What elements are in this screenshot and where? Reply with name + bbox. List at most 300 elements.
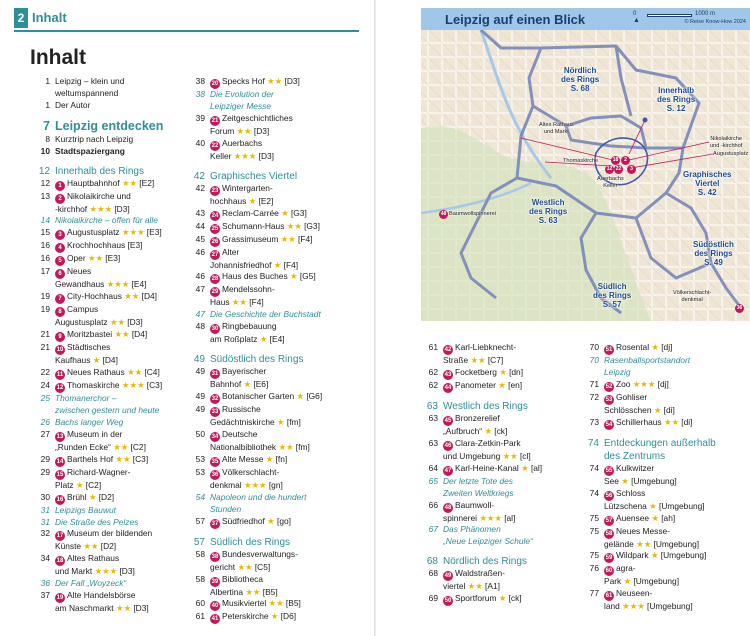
toc-entry-text (50, 492, 184, 505)
toc-entry[interactable] (188, 516, 368, 529)
toc-entry-label: Specks Hof ★★ [D3] (222, 76, 300, 86)
toc-entry[interactable] (30, 165, 184, 178)
toc-entry-text (438, 367, 581, 380)
toc-page-number: 45 (195, 233, 205, 244)
toc-entry[interactable] (30, 541, 184, 553)
toc-entry[interactable] (30, 405, 184, 417)
toc-page-number: 47 (195, 284, 205, 295)
star-icon: ★ (521, 462, 529, 473)
toc-entry[interactable] (188, 221, 368, 234)
toc-entry[interactable] (30, 578, 184, 590)
sight-number-badge: 5 (55, 256, 65, 266)
toc-entry-text (438, 536, 581, 548)
map-pin: 12 (606, 166, 613, 172)
toc-entry-label: Neues (67, 266, 92, 277)
star-icon: ★ (259, 334, 268, 345)
toc-entry[interactable] (188, 260, 368, 272)
toc-entry[interactable] (188, 598, 368, 611)
toc-entry[interactable] (30, 467, 184, 480)
star-icon: ★ (134, 367, 143, 378)
toc-entry[interactable] (583, 450, 743, 463)
map-title: Leipzig auf einen Blick (445, 12, 586, 27)
toc-entry[interactable] (30, 227, 184, 240)
star-icon: ★ (636, 538, 644, 549)
toc-entry-text (205, 492, 368, 504)
toc-entry-label: Johannisfriedhof ★ [F4] (210, 259, 299, 270)
toc-entry-label: Rosental ★ [dj] (616, 342, 673, 352)
toc-entry-text (438, 524, 581, 536)
toc-entry[interactable] (188, 366, 368, 379)
toc-entry[interactable] (30, 480, 184, 492)
toc-entry[interactable] (188, 611, 368, 624)
toc-page-number: 32 (40, 528, 50, 539)
toc-page-number: 49 (195, 391, 205, 402)
toc-entry[interactable] (583, 355, 743, 367)
toc-entry[interactable] (583, 463, 743, 476)
toc-entry[interactable] (188, 321, 368, 334)
toc-entry[interactable] (583, 417, 743, 430)
toc-page-number: 72 (589, 391, 599, 402)
toc-entry[interactable] (188, 379, 368, 391)
toc-entry-text (50, 405, 184, 417)
star-icon: ★ (629, 601, 638, 612)
toc-entry-text (599, 392, 743, 405)
toc-page-number: 12 (38, 165, 50, 177)
toc-entry[interactable] (188, 309, 368, 321)
sight-number-badge: 37 (211, 520, 219, 527)
toc-entry-label: Kaufhaus ★ [D4] (55, 355, 118, 366)
toc-entry-text (205, 562, 368, 574)
toc-entry-label: Wintergarten- (222, 182, 273, 193)
toc-entry-label: Lützschena ★ [Umgebung] (604, 500, 705, 511)
toc-entry[interactable] (583, 367, 743, 379)
toc-entry[interactable] (188, 284, 368, 297)
sight-number-badge: 31 (211, 371, 219, 378)
star-icon: ★ (653, 404, 662, 415)
star-icon: ★ (231, 297, 240, 308)
toc-entry[interactable] (188, 247, 368, 260)
toc-page-number: 66 (428, 499, 438, 510)
toc-entry[interactable] (30, 367, 184, 380)
toc-entry[interactable] (188, 170, 368, 183)
toc-entry-text (50, 178, 184, 191)
toc-entry-label: Keller ★★★ [D3] (210, 150, 274, 161)
sight-number-badge: 25 (211, 225, 219, 232)
toc-entry-text (438, 568, 581, 581)
toc-entry-label: Leipzig (604, 366, 631, 377)
toc-entry[interactable] (188, 89, 368, 101)
sight-number-badge: 50 (444, 598, 452, 605)
toc-entry-text (599, 437, 743, 450)
toc-entry[interactable] (30, 253, 184, 266)
toc-entry[interactable] (30, 191, 184, 204)
toc-entry-text (50, 528, 184, 541)
toc-entry-label: Südöstlich des Rings (210, 354, 304, 366)
toc-page-number: 74 (587, 437, 599, 449)
toc-entry[interactable] (583, 550, 743, 563)
toc-entry[interactable] (583, 476, 743, 488)
toc-entry-label: Haus des Buches ★ [G5] (222, 271, 316, 282)
toc-entry-label: Alte Handelsbörse (67, 590, 136, 601)
toc-entry[interactable] (583, 342, 743, 355)
star-icon: ★ (623, 576, 632, 587)
toc-entry-text (205, 611, 368, 624)
toc-entry-text (50, 76, 184, 88)
star-icon: ★ (622, 601, 630, 612)
toc-entry-label: viertel ★★ [A1] (443, 581, 500, 592)
toc-entry[interactable] (583, 588, 743, 601)
toc-entry[interactable] (30, 492, 184, 505)
toc-entry[interactable] (188, 429, 368, 442)
star-icon: ★ (124, 291, 132, 302)
toc-entry[interactable] (583, 526, 743, 539)
toc-entry[interactable] (30, 304, 184, 317)
toc-entry-label: Die Straße des Pelzes (55, 516, 139, 527)
toc-page-number: 49 (195, 366, 205, 377)
toc-entry[interactable] (30, 417, 184, 429)
toc-entry[interactable] (188, 549, 368, 562)
toc-entry[interactable] (188, 76, 368, 89)
sight-number-badge: 1 (55, 181, 65, 191)
toc-entry[interactable] (30, 566, 184, 578)
toc-entry[interactable] (30, 215, 184, 227)
toc-page-number: 63 (428, 437, 438, 448)
toc-page-number: 21 (40, 342, 50, 353)
sight-number-badge: 10 (56, 347, 64, 354)
toc-entry[interactable] (583, 392, 743, 405)
star-icon: ★ (640, 378, 648, 389)
toc-entry[interactable] (421, 413, 581, 426)
sight-number-badge: 48 (444, 504, 452, 511)
toc-entry[interactable] (30, 204, 184, 216)
star-icon: ★ (75, 479, 84, 490)
toc-entry-label: Brühl ★ [D2] (67, 491, 115, 502)
toc-entry-label: Zweiten Weltkriegs (443, 487, 514, 498)
toc-page-number: 37 (40, 590, 50, 601)
toc-entry[interactable] (30, 266, 184, 279)
toc-page-number: 75 (589, 550, 599, 561)
toc-entry[interactable] (188, 138, 368, 151)
toc-page-number: 8 (45, 133, 50, 144)
toc-entry[interactable] (30, 279, 184, 291)
toc-entry[interactable] (30, 178, 184, 191)
toc-entry[interactable] (421, 513, 581, 525)
toc-entry-label: Focketberg ★ [dn] (455, 366, 524, 377)
toc-entry-text (599, 417, 743, 430)
map-pin: 22 (615, 166, 622, 172)
toc-entry[interactable] (421, 367, 581, 380)
sight-number-badge: 18 (56, 558, 64, 565)
toc-entry[interactable] (421, 400, 581, 413)
star-icon: ★ (106, 279, 115, 290)
sight-number-badge: 8 (55, 307, 65, 317)
toc-entry[interactable] (421, 536, 581, 548)
toc-entry[interactable] (421, 355, 581, 367)
toc-page-number: 22 (40, 367, 50, 378)
star-icon: ★ (643, 538, 652, 549)
toc-entry[interactable] (188, 334, 368, 346)
toc-entry-text (205, 467, 368, 480)
scale-bar (647, 14, 692, 17)
toc-entry-label: Napoleon und die hundert (210, 491, 307, 502)
toc-entry[interactable] (30, 590, 184, 603)
toc-page-number: 63 (426, 400, 438, 412)
toc-entry-text (438, 355, 581, 367)
toc-entry[interactable] (30, 393, 184, 405)
toc-entry[interactable] (188, 271, 368, 284)
star-icon: ★ (467, 581, 476, 592)
toc-entry[interactable] (30, 429, 184, 442)
toc-entry[interactable] (30, 342, 184, 355)
toc-entry-label: Straße ★★ [C7] (443, 355, 504, 365)
sight-number-badge: 35 (211, 458, 219, 465)
toc-entry-text (599, 367, 743, 379)
toc-entry[interactable] (188, 404, 368, 417)
toc-entry[interactable] (583, 513, 743, 526)
toc-entry[interactable] (188, 113, 368, 126)
toc-page-number: 13 (40, 190, 50, 201)
toc-entry[interactable] (188, 101, 368, 113)
toc-entry-text (438, 488, 581, 500)
toc-entry-text (50, 429, 184, 442)
sight-number-badge: 58 (605, 530, 613, 537)
toc-entry[interactable] (188, 208, 368, 221)
toc-entry-text (50, 329, 184, 342)
toc-entry[interactable] (30, 454, 184, 467)
toc-entry[interactable] (188, 417, 368, 429)
toc-entry[interactable] (188, 391, 368, 404)
toc-entry[interactable] (188, 234, 368, 247)
toc-entry[interactable] (30, 119, 184, 134)
toc-entry-text (205, 76, 368, 89)
toc-entry[interactable] (30, 505, 184, 517)
toc-entry-text (50, 88, 184, 100)
toc-entry-text (50, 590, 184, 603)
sight-number-badge: 27 (211, 251, 219, 258)
toc-page-number: 61 (195, 611, 205, 622)
toc-entry-text (599, 379, 743, 392)
toc-entry[interactable] (583, 576, 743, 588)
toc-entry[interactable] (30, 603, 184, 615)
toc-page-number: 61 (428, 342, 438, 352)
right-page (375, 0, 750, 636)
toc-entry-label: land ★★★ [Umgebung] (604, 601, 693, 612)
toc-entry[interactable] (421, 426, 581, 438)
toc-entry[interactable] (188, 126, 368, 138)
sight-number-badge: 41 (211, 616, 219, 623)
toc-entry-text (599, 563, 743, 576)
toc-page-number: 21 (40, 329, 50, 340)
toc-entry[interactable] (188, 574, 368, 587)
star-icon: ★ (123, 603, 131, 614)
toc-entry-text (438, 500, 581, 513)
star-icon: ★ (632, 378, 641, 389)
toc-entry-label: denkmal ★★★ [gn] (210, 479, 283, 490)
sight-number-badge: 47 (444, 467, 452, 474)
star-icon: ★ (259, 479, 267, 490)
toc-entry[interactable] (30, 76, 184, 88)
toc-entry-text (599, 450, 743, 463)
toc-entry[interactable] (583, 563, 743, 576)
toc-entry-label: Die Geschichte der Buchstadt (210, 309, 321, 320)
toc-entry[interactable] (421, 438, 581, 451)
star-icon: ★ (286, 220, 295, 231)
toc-entry[interactable] (188, 196, 368, 208)
toc-entry-label: Haus ★★ [F4] (210, 297, 264, 308)
toc-entry[interactable] (30, 240, 184, 253)
toc-entry-text (438, 380, 581, 393)
toc-entry-text (205, 454, 368, 467)
toc-entry-label: Kurztrip nach Leipzig (55, 133, 134, 144)
toc-entry-text (599, 463, 743, 476)
toc-entry[interactable] (421, 463, 581, 476)
toc-entry[interactable] (421, 500, 581, 513)
toc-entry[interactable] (583, 539, 743, 551)
star-icon: ★ (102, 566, 110, 577)
toc-entry[interactable] (421, 555, 581, 568)
star-icon: ★ (94, 566, 103, 577)
toc-entry-text (438, 342, 581, 355)
toc-entry[interactable] (421, 524, 581, 536)
toc-entry[interactable] (421, 476, 581, 488)
toc-entry-text (50, 541, 184, 553)
toc-entry-label: Das Phänomen (443, 524, 501, 535)
toc-entry[interactable] (30, 355, 184, 367)
toc-entry-label: Nationalbibliothek ★★ [fm] (210, 441, 310, 452)
sight-number-badge: 9 (55, 332, 65, 342)
toc-entry[interactable] (421, 568, 581, 581)
toc-entry-text (599, 501, 743, 513)
toc-entry[interactable] (30, 517, 184, 529)
toc-entry-label: Bayerischer (222, 366, 267, 377)
toc-entry[interactable] (188, 297, 368, 309)
toc-entry[interactable] (188, 353, 368, 366)
toc-entry-label: -kirchhof ★★★ [D3] (55, 203, 130, 214)
toc-entry[interactable] (188, 454, 368, 467)
toc-entry-label: spinnerei ★★★ [al] (443, 512, 516, 523)
toc-entry-label: Campus (67, 304, 99, 315)
toc-entry-label: Der Fall „Woyzeck“ (55, 578, 127, 589)
toc-entry[interactable] (30, 553, 184, 566)
toc-entry[interactable] (583, 379, 743, 392)
toc-entry[interactable] (188, 467, 368, 480)
toc-page-number: 49 (193, 354, 205, 366)
star-icon: ★ (278, 441, 286, 452)
sight-number-badge: 33 (211, 409, 219, 416)
toc-entry[interactable] (188, 480, 368, 492)
star-icon: ★ (115, 603, 124, 614)
toc-entry-text (205, 366, 368, 379)
toc-entry-label: Botanischer Garten ★ [G6] (222, 391, 323, 402)
toc-entry[interactable] (30, 146, 184, 158)
toc-entry[interactable] (583, 405, 743, 417)
sight-number-badge: 40 (211, 603, 219, 610)
toc-entry-text (50, 417, 184, 429)
toc-entry[interactable] (30, 88, 184, 100)
toc-entry-text (50, 355, 184, 367)
toc-entry[interactable] (30, 317, 184, 329)
toc-entry-text (50, 553, 184, 566)
toc-entry[interactable] (583, 601, 743, 613)
toc-entry-label: hochhaus ★ [E2] (210, 195, 274, 206)
toc-page-number: 74 (589, 487, 599, 498)
toc-entry[interactable] (583, 488, 743, 501)
toc-entry-text (599, 513, 743, 526)
toc-entry-text (50, 227, 184, 240)
toc-entry-label: Künste ★★ [D2] (55, 541, 117, 552)
toc-entry[interactable] (30, 329, 184, 342)
toc-page-number: 58 (195, 548, 205, 559)
page-title: Inhalt (30, 46, 86, 69)
toc-entry-label: Schlösschen ★ [di] (604, 404, 675, 415)
toc-entry[interactable] (30, 528, 184, 541)
toc-entry[interactable] (30, 380, 184, 393)
toc-entry-text (205, 598, 368, 611)
toc-entry[interactable] (188, 183, 368, 196)
toc-entry[interactable] (583, 437, 743, 450)
star-icon: ★ (277, 417, 285, 428)
toc-column-2 (188, 76, 368, 624)
star-icon: ★ (663, 416, 672, 427)
toc-entry[interactable] (188, 587, 368, 599)
toc-entry[interactable] (30, 134, 184, 146)
toc-entry-label: Krochhochhaus [E3] (67, 240, 143, 251)
star-icon: ★ (248, 150, 257, 161)
toc-entry[interactable] (188, 151, 368, 163)
toc-entry[interactable] (188, 442, 368, 454)
toc-entry-text (438, 438, 581, 451)
toc-entry-label: zwischen gestern und heute (55, 404, 160, 415)
toc-entry[interactable] (188, 504, 368, 516)
toc-entry[interactable] (188, 492, 368, 504)
toc-entry[interactable] (30, 100, 184, 112)
toc-entry-label: Kulkwitzer (616, 462, 655, 473)
star-icon: ★ (109, 317, 118, 328)
toc-entry[interactable] (583, 501, 743, 513)
star-icon: ★ (136, 380, 145, 391)
map-title-bar (421, 8, 750, 30)
toc-entry[interactable] (421, 581, 581, 593)
toc-entry[interactable] (421, 380, 581, 393)
sight-number-badge: 17 (56, 533, 64, 540)
star-icon: ★ (87, 253, 96, 264)
toc-entry[interactable] (421, 488, 581, 500)
header-rule (14, 30, 359, 32)
toc-entry[interactable] (421, 451, 581, 463)
star-icon: ★ (96, 203, 105, 214)
toc-entry[interactable] (30, 442, 184, 454)
toc-entry-text (599, 355, 743, 367)
sight-number-badge: 14 (56, 458, 64, 465)
toc-entry-label: Westlich des Rings (443, 400, 528, 412)
toc-entry[interactable] (421, 593, 581, 606)
toc-entry[interactable] (421, 342, 581, 355)
toc-entry[interactable] (30, 291, 184, 304)
star-icon: ★ (236, 125, 245, 136)
star-icon: ★ (671, 416, 679, 427)
toc-entry-text (205, 297, 368, 309)
toc-entry[interactable] (188, 562, 368, 574)
star-icon: ★ (498, 593, 507, 604)
toc-page-number: 7 (43, 118, 50, 133)
star-icon: ★ (243, 379, 252, 390)
toc-entry-label: Bachs langer Weg (55, 416, 124, 427)
place-baumwoll: Baumwollspinnerei (449, 211, 496, 217)
sight-number-badge: 24 (211, 212, 219, 219)
star-icon: ★ (502, 450, 511, 461)
toc-entry-label: Bundesverwaltungs- (222, 548, 298, 559)
toc-entry[interactable] (188, 536, 368, 549)
